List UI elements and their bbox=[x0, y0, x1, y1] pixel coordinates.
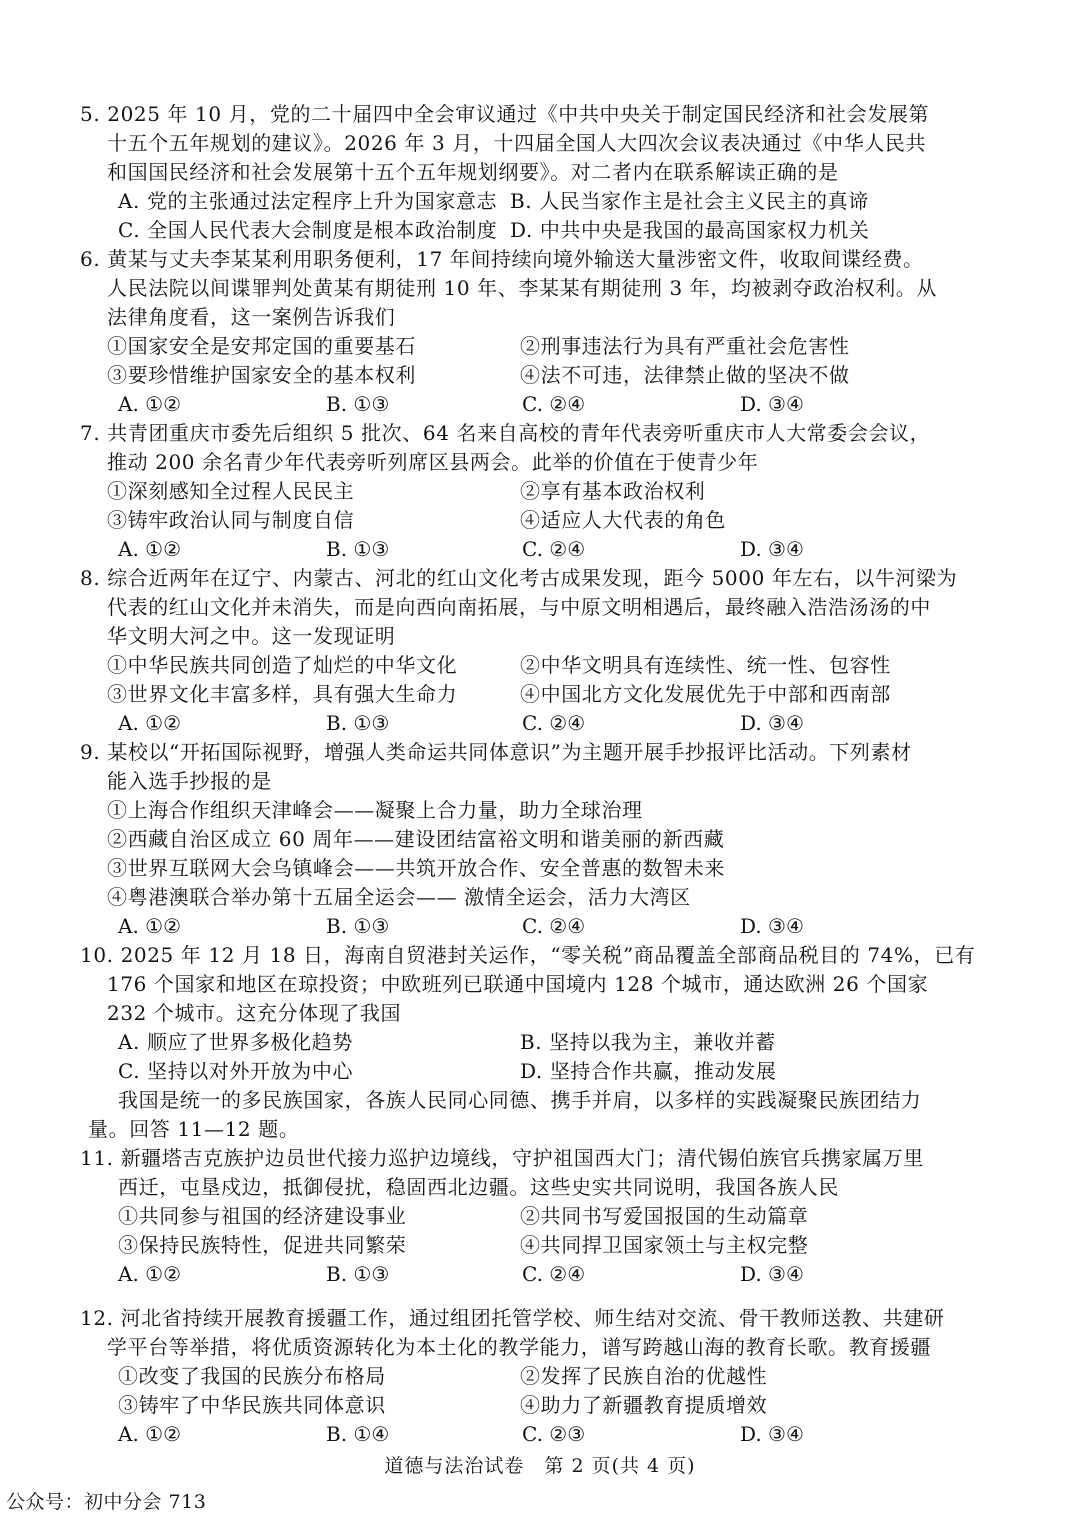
statement-item: ①深刻感知全过程人民民主 bbox=[107, 479, 355, 503]
question-stem-line: 9. 某校以“开拓国际视野，增强人类命运共同体意识”为主题开展手抄报评比活动。下列素材 bbox=[80, 740, 912, 764]
answer-option-a: A. 顺应了世界多极化趋势 bbox=[118, 1030, 353, 1054]
question-stem-line: 学平台等举措，将优质资源转化为本土化的教学能力，谱写跨越山海的教育长歌。教育援疆 bbox=[107, 1335, 931, 1359]
answer-choice-c: C. ②④ bbox=[522, 537, 586, 561]
watermark-text: 公众号：初中分会 713 bbox=[6, 1491, 207, 1513]
intro-line: 量。回答 11—12 题。 bbox=[88, 1117, 300, 1141]
statement-item: ①上海合作组织天津峰会——凝聚上合力量，助力全球治理 bbox=[107, 798, 643, 822]
answer-choice-b: B. ①③ bbox=[326, 392, 390, 416]
question-stem-line: 12. 河北省持续开展教育援疆工作，通过组团托管学校、师生结对交流、骨干教师送教、共建研 bbox=[80, 1306, 945, 1330]
question-stem-line: 西迁，屯垦戍边，抵御侵扰，稳固西北边疆。这些史实共同说明，我国各族人民 bbox=[118, 1175, 839, 1199]
answer-choice-d: D. ③④ bbox=[740, 1422, 804, 1446]
answer-choice-a: A. ①② bbox=[118, 537, 182, 561]
answer-option-b: B. 坚持以我为主，兼收并蓄 bbox=[520, 1030, 776, 1054]
statement-item: ②享有基本政治权利 bbox=[520, 479, 706, 503]
statement-item: ④中国北方文化发展优先于中部和西南部 bbox=[520, 682, 891, 706]
answer-choice-a: A. ①② bbox=[118, 1422, 182, 1446]
answer-choice-b: B. ①④ bbox=[326, 1422, 390, 1446]
answer-choice-c: C. ②④ bbox=[522, 914, 586, 938]
question-stem-line: 人民法院以间谍罪判处黄某有期徒刑 10 年、李某某有期徒刑 3 年，均被剥夺政治权利。从 bbox=[107, 276, 938, 300]
question-stem-line: 176 个国家和地区在琼投资；中欧班列已联通中国境内 128 个城市，通达欧洲 26 个国家 bbox=[107, 972, 929, 996]
answer-option-c: C. 坚持以对外开放为中心 bbox=[118, 1059, 354, 1083]
question-stem-line: 能入选手抄报的是 bbox=[107, 769, 272, 793]
answer-option-d: D. 中共中央是我国的最高国家权力机关 bbox=[510, 218, 870, 242]
question-stem-line: 推动 200 余名青少年代表旁听列席区县两会。此举的价值在于使青少年 bbox=[107, 450, 759, 474]
statement-item: ②发挥了民族自治的优越性 bbox=[520, 1364, 768, 1388]
answer-choice-b: B. ①③ bbox=[326, 537, 390, 561]
statement-item: ①共同参与祖国的经济建设事业 bbox=[118, 1204, 407, 1228]
question-stem-line: 11. 新疆塔吉克族护边员世代接力巡护边境线，守护祖国西大门；清代锡伯族官兵携家属万里 bbox=[80, 1146, 924, 1170]
answer-choice-d: D. ③④ bbox=[740, 711, 804, 735]
question-stem-line: 华文明大河之中。这一发现证明 bbox=[107, 624, 396, 648]
page-footer: 道德与法治试卷 第 2 页(共 4 页) bbox=[384, 1455, 696, 1477]
statement-item: ②刑事违法行为具有严重社会危害性 bbox=[520, 334, 850, 358]
answer-option-b: B. 人民当家作主是社会主义民主的真谛 bbox=[510, 189, 869, 213]
question-stem-line: 十五个五年规划的建议》。2026 年 3 月，十四届全国人大四次会议表决通过《中华人民共 bbox=[107, 131, 927, 155]
statement-item: ③要珍惜维护国家安全的基本权利 bbox=[107, 363, 416, 387]
answer-option-c: C. 全国人民代表大会制度是根本政治制度 bbox=[118, 218, 498, 242]
question-stem-line: 232 个城市。这充分体现了我国 bbox=[107, 1001, 402, 1025]
answer-choice-d: D. ③④ bbox=[740, 392, 804, 416]
answer-option-d: D. 坚持合作共赢，推动发展 bbox=[520, 1059, 777, 1083]
answer-choice-a: A. ①② bbox=[118, 914, 182, 938]
answer-choice-c: C. ②④ bbox=[522, 392, 586, 416]
question-stem-line: 法律角度看，这一案例告诉我们 bbox=[107, 305, 396, 329]
statement-item: ④助力了新疆教育提质增效 bbox=[520, 1393, 768, 1417]
answer-choice-d: D. ③④ bbox=[740, 1262, 804, 1286]
answer-choice-d: D. ③④ bbox=[740, 914, 804, 938]
statement-item: ①中华民族共同创造了灿烂的中华文化 bbox=[107, 653, 458, 677]
statement-item: ④粤港澳联合举办第十五届全运会—— 激情全运会，活力大湾区 bbox=[107, 885, 691, 909]
statement-item: ③保持民族特性，促进共同繁荣 bbox=[118, 1233, 407, 1257]
answer-choice-d: D. ③④ bbox=[740, 537, 804, 561]
statement-item: ②共同书写爱国报国的生动篇章 bbox=[520, 1204, 809, 1228]
answer-choice-b: B. ①③ bbox=[326, 914, 390, 938]
answer-choice-b: B. ①③ bbox=[326, 1262, 390, 1286]
statement-item: ①改变了我国的民族分布格局 bbox=[118, 1364, 386, 1388]
answer-choice-c: C. ②③ bbox=[522, 1422, 586, 1446]
answer-choice-b: B. ①③ bbox=[326, 711, 390, 735]
intro-line: 我国是统一的多民族国家，各族人民同心同德、携手并肩，以多样的实践凝聚民族团结力 bbox=[118, 1088, 922, 1112]
answer-choice-a: A. ①② bbox=[118, 711, 182, 735]
statement-item: ③世界互联网大会乌镇峰会——共筑开放合作、安全普惠的数智未来 bbox=[107, 856, 725, 880]
question-stem-line: 10. 2025 年 12 月 18 日，海南自贸港封关运作，“零关税”商品覆盖全部商品税目的 74%，已有 bbox=[80, 943, 976, 967]
statement-item: ④适应人大代表的角色 bbox=[520, 508, 726, 532]
statement-item: ②中华文明具有连续性、统一性、包容性 bbox=[520, 653, 891, 677]
answer-choice-a: A. ①② bbox=[118, 392, 182, 416]
answer-choice-c: C. ②④ bbox=[522, 1262, 586, 1286]
answer-option-a: A. 党的主张通过法定程序上升为国家意志 bbox=[118, 189, 498, 213]
question-stem-line: 6. 黄某与丈夫李某某利用职务便利，17 年间持续向境外输送大量涉密文件，收取间谍经费。 bbox=[80, 247, 924, 271]
answer-choice-a: A. ①② bbox=[118, 1262, 182, 1286]
statement-item: ④法不可违，法律禁止做的坚决不做 bbox=[520, 363, 850, 387]
question-stem-line: 代表的红山文化并未消失，而是向西向南拓展，与中原文明相遇后，最终融入浩浩汤汤的中 bbox=[107, 595, 931, 619]
statement-item: ③铸牢了中华民族共同体意识 bbox=[118, 1393, 386, 1417]
question-stem-line: 5. 2025 年 10 月，党的二十届四中全会审议通过《中共中央关于制定国民经济和社会发展第 bbox=[80, 102, 930, 126]
question-stem-line: 7. 共青团重庆市委先后组织 5 批次、64 名来自高校的青年代表旁听重庆市人大常委会会议， bbox=[80, 421, 931, 445]
question-stem-line: 8. 综合近两年在辽宁、内蒙古、河北的红山文化考古成果发现，距今 5000 年左右，以牛河梁为 bbox=[80, 566, 958, 590]
statement-item: ④共同捍卫国家领土与主权完整 bbox=[520, 1233, 809, 1257]
statement-item: ③铸牢政治认同与制度自信 bbox=[107, 508, 355, 532]
question-stem-line: 和国国民经济和社会发展第十五个五年规划纲要》。对二者内在联系解读正确的是 bbox=[107, 160, 839, 184]
statement-item: ②西藏自治区成立 60 周年——建设团结富裕文明和谐美丽的新西藏 bbox=[107, 827, 725, 851]
answer-choice-c: C. ②④ bbox=[522, 711, 586, 735]
statement-item: ③世界文化丰富多样，具有强大生命力 bbox=[107, 682, 458, 706]
statement-item: ①国家安全是安邦定国的重要基石 bbox=[107, 334, 416, 358]
